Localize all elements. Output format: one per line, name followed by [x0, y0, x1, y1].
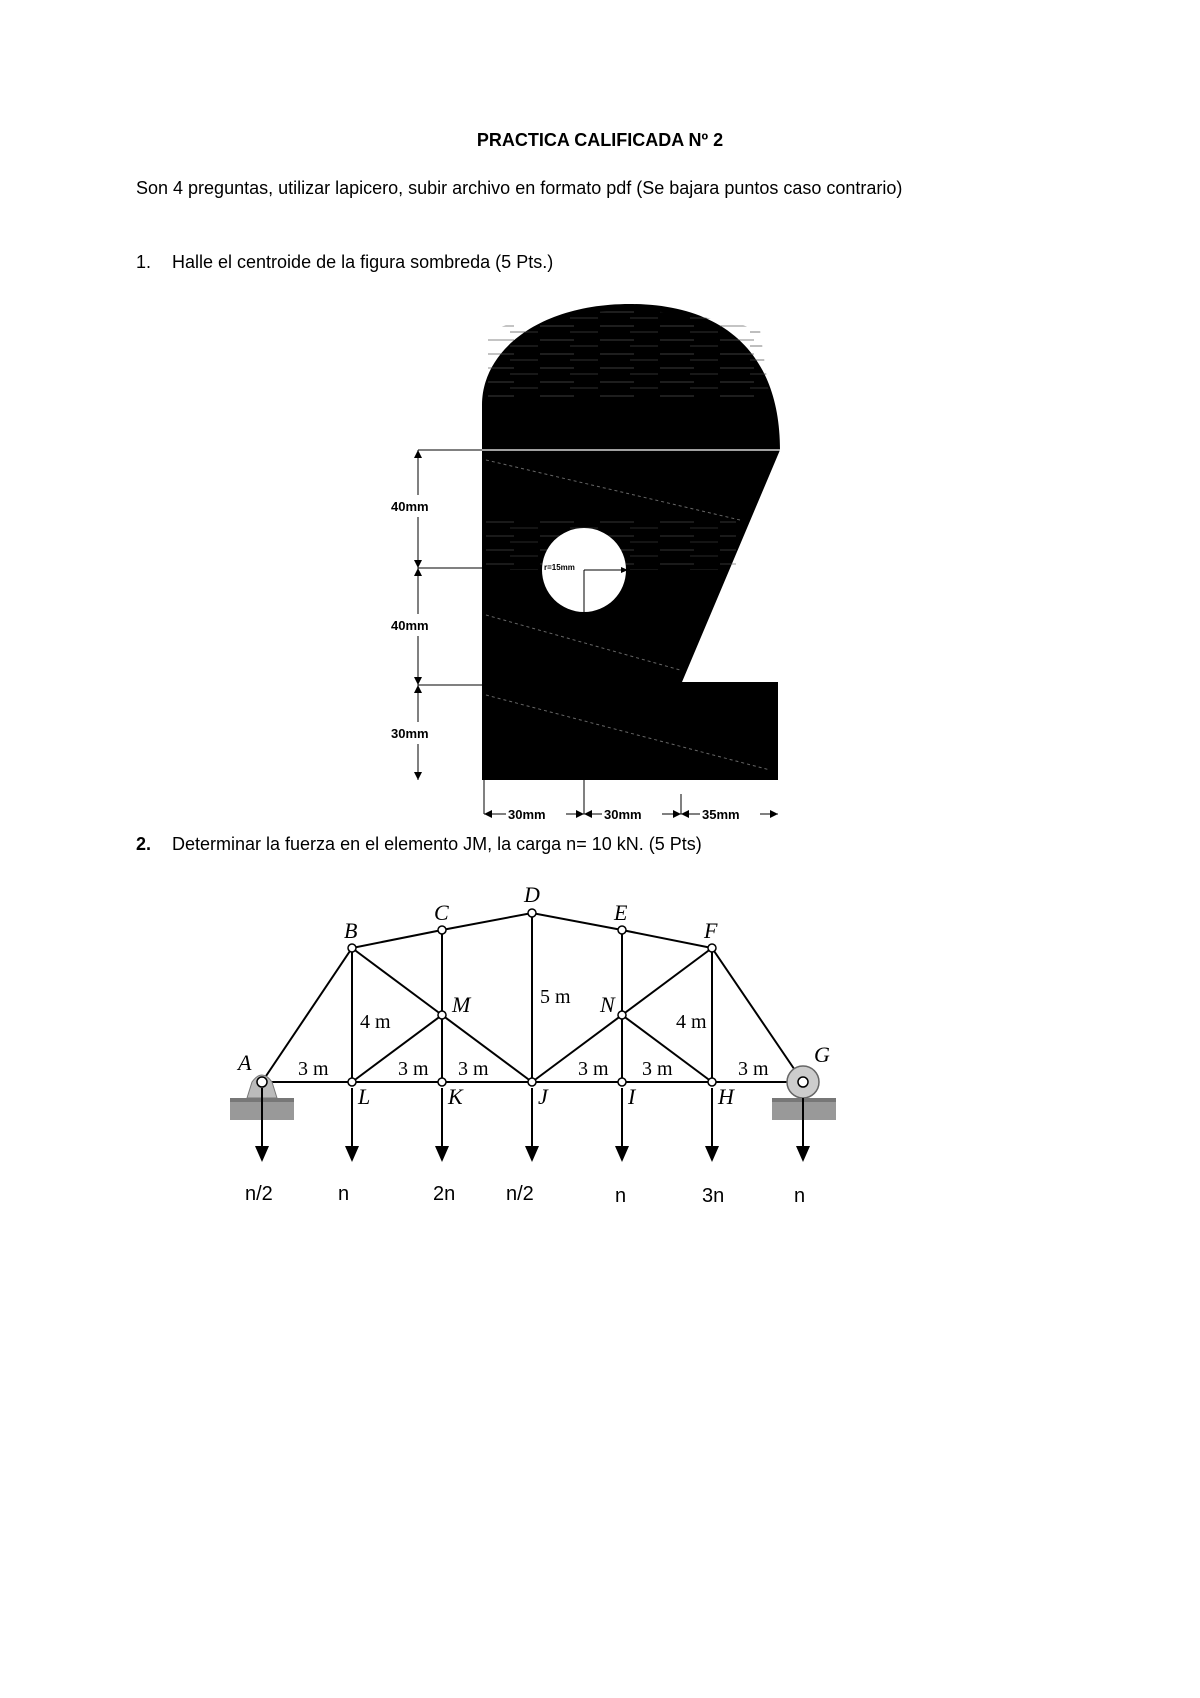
load-label: 3n	[702, 1185, 725, 1207]
dim-s3: 3 m	[458, 1058, 489, 1080]
dim-h2: 30mm	[604, 807, 642, 822]
node-b-label: B	[344, 918, 358, 943]
node-f-label: F	[704, 918, 718, 943]
node-a-label: A	[238, 1050, 252, 1075]
dim-s6: 3 m	[738, 1058, 769, 1080]
question-2-number: 2.	[136, 834, 152, 854]
dim-s1: 3 m	[298, 1058, 329, 1080]
load-label: n	[615, 1185, 627, 1207]
node-k-label: K	[448, 1084, 463, 1109]
dim-v1: 40mm	[391, 499, 429, 514]
dim-h1: 30mm	[508, 807, 546, 822]
node-n-label: N	[600, 992, 615, 1017]
dim-v2: 40mm	[391, 618, 429, 633]
load-label: n	[794, 1185, 806, 1207]
document-title: PRACTICA CALIFICADA Nº 2	[476, 130, 724, 150]
question-1-text: Halle el centroide de la figura sombreda (5 Pts.)	[172, 252, 554, 272]
document-intro: Son 4 preguntas, utilizar lapicero, subir archivo en formato pdf (Se bajara puntos caso contrario)	[136, 178, 903, 198]
question-1-number: 1.	[136, 252, 152, 272]
dim-s4: 3 m	[578, 1058, 609, 1080]
node-m-label: M	[452, 992, 471, 1017]
radius-label: r=15mm	[544, 563, 575, 572]
load-arrowheads	[255, 1146, 810, 1162]
dim-bl: 4 m	[360, 1011, 391, 1033]
node-c-label: C	[434, 900, 449, 925]
node-l-label: L	[358, 1084, 371, 1109]
dim-mid: 5 m	[540, 986, 571, 1008]
load-label: n/2	[245, 1183, 273, 1205]
dim-h3: 35mm	[702, 807, 740, 822]
dim-v3: 30mm	[391, 726, 429, 741]
node-i-label: I	[628, 1084, 636, 1109]
dim-fh: 4 m	[676, 1011, 707, 1033]
node-e-label: E	[614, 900, 628, 925]
load-label: n/2	[506, 1183, 534, 1205]
node-j-label: J	[538, 1084, 548, 1109]
load-label: n	[338, 1183, 350, 1205]
node-h-label: H	[718, 1084, 734, 1109]
question-2-text: Determinar la fuerza en el elemento JM, la carga n= 10 kN. (5 Pts)	[172, 834, 702, 854]
node-d-label: D	[524, 882, 540, 907]
dim-s2: 3 m	[398, 1058, 429, 1080]
load-label: 2n	[433, 1183, 456, 1205]
dim-s5: 3 m	[642, 1058, 673, 1080]
node-g-label: G	[814, 1042, 830, 1067]
